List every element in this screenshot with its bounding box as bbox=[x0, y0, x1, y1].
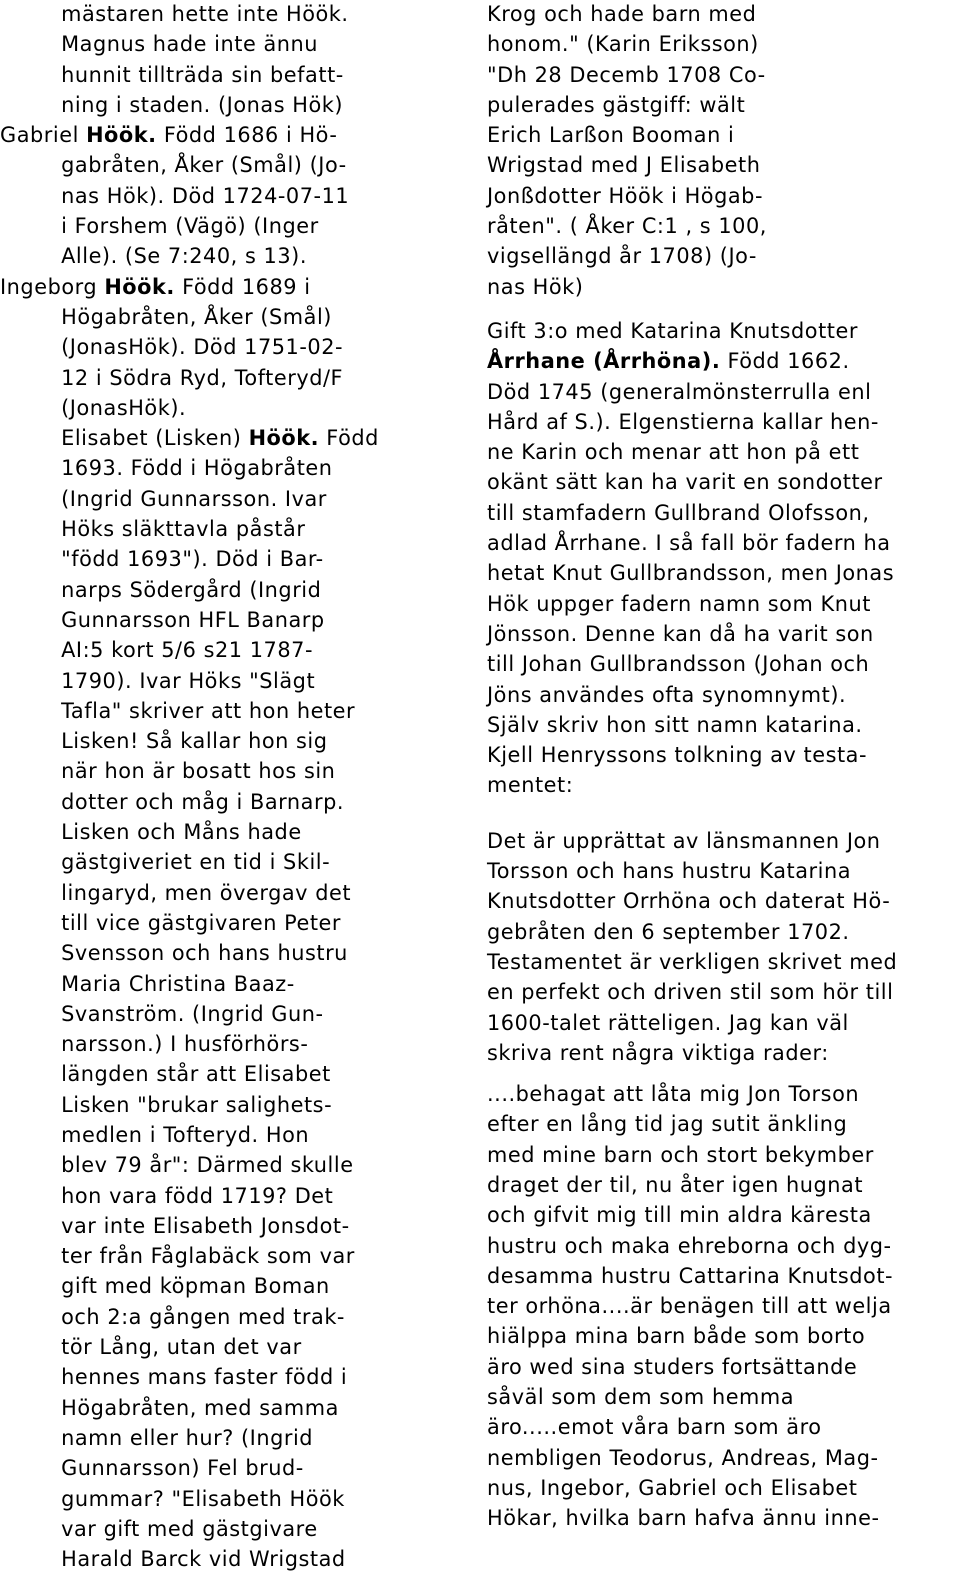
text-line: nembligen Teodorus, Andreas, Mag- bbox=[487, 1445, 879, 1471]
text-line: Lisken! Så kallar hon sig bbox=[61, 729, 328, 755]
text-line: blev 79 år": Därmed skulle bbox=[61, 1153, 354, 1179]
text-line: en perfekt och driven stil som hör till bbox=[487, 980, 894, 1006]
text-line: Knutsdotter Orrhöna och daterat Hö- bbox=[487, 889, 891, 915]
text-line: honom." (Karin Eriksson) bbox=[487, 32, 759, 58]
paragraph-gap bbox=[487, 303, 960, 317]
bold-name: Höök. bbox=[104, 274, 175, 300]
text-line: Tafla" skriver att hon heter bbox=[61, 698, 356, 724]
text-line: narsson.) I husförhörs- bbox=[61, 1032, 309, 1058]
text-line: Lisken och Måns hade bbox=[61, 820, 302, 846]
text-line: var gift med gästgivare bbox=[61, 1516, 318, 1542]
text-line: hon vara född 1719? Det bbox=[61, 1183, 334, 1209]
text-line: gebråten den 6 september 1702. bbox=[487, 919, 850, 945]
text-line: gift med köpman Boman bbox=[61, 1274, 330, 1300]
text-line: Gunnarsson HFL Banarp bbox=[61, 607, 325, 633]
text-line: lingaryd, men övergav det bbox=[61, 880, 352, 906]
text-line: ne Karin och menar att hon på ett bbox=[487, 440, 860, 466]
text-line: namn eller hur? (Ingrid bbox=[61, 1425, 314, 1451]
text-line: Erich Larßon Booman i bbox=[487, 123, 735, 149]
text-line: mästaren hette inte Höök. bbox=[61, 2, 349, 27]
text-line: vigsellängd år 1708) (Jo- bbox=[487, 244, 757, 270]
text-line: till vice gästgivaren Peter bbox=[61, 910, 342, 936]
text-line: Hård af S.). Elgenstierna kallar hen- bbox=[487, 409, 879, 435]
text-line: "född 1693"). Död i Bar- bbox=[61, 547, 324, 573]
quote-top-block bbox=[487, 0, 960, 303]
text-line: var inte Elisabeth Jonsdot- bbox=[61, 1213, 350, 1239]
text-line: gabråten, Åker (Smål) (Jo- bbox=[61, 153, 347, 179]
text-line: nus, Ingebor, Gabriel och Elisabet bbox=[487, 1475, 858, 1501]
text-line: (JonasHök). bbox=[61, 395, 187, 421]
bold-name: Årrhane (Årrhöna). bbox=[487, 349, 721, 375]
text-line: Jöns användes ofta synomnymt). bbox=[487, 682, 847, 708]
text-line: Testamentet är verkligen skrivet med bbox=[487, 949, 898, 975]
text-line: Hök uppger fadern namn som Knut bbox=[487, 591, 871, 617]
text-line: och gifvit mig till min aldra kärеsta bbox=[487, 1203, 872, 1229]
text-line: desamma hustru Cattarina Knutsdot- bbox=[487, 1263, 894, 1289]
text-line: och 2:a gången med trak- bbox=[61, 1304, 346, 1330]
text-line: såväl som dem som hemma bbox=[487, 1385, 795, 1411]
text-line: 12 i Södra Ryd, Tofteryd/F bbox=[61, 365, 344, 391]
text-line: Död 1745 (generalmönsterrulla enl bbox=[487, 379, 872, 405]
text-line: Höks släkttavla påstår bbox=[61, 517, 306, 543]
text-line: hennes mans faster född i bbox=[61, 1365, 348, 1391]
left-column bbox=[0, 0, 470, 1575]
text-line: pulerades gästgiff: wält bbox=[487, 92, 746, 118]
text-line: Gunnarsson) Fel brud- bbox=[61, 1456, 304, 1482]
text-line: Gift 3:o med Katarina Knutsdotter bbox=[487, 318, 858, 344]
paragraph-gap bbox=[487, 1069, 960, 1080]
text-line: Torsson och hans hustru Katarina bbox=[487, 859, 852, 885]
right-column bbox=[487, 0, 960, 1535]
text-line: Svanström. (Ingrid Gun- bbox=[61, 1001, 324, 1027]
text-line: draget der til, nu åter igen hugnat bbox=[487, 1172, 864, 1198]
text-line: tör Lång, utan det var bbox=[61, 1335, 302, 1361]
text-line: AI:5 kort 5/6 s21 1787- bbox=[61, 638, 314, 664]
text-line: gästgiveriet en tid i Skil- bbox=[61, 850, 331, 876]
text-line: 1600-talet rätteligen. Jag kan väl bbox=[487, 1010, 849, 1036]
text-line: Jönsson. Denne kan då ha varit son bbox=[487, 621, 874, 647]
bold-name: Höök. bbox=[86, 123, 157, 149]
text-line: efter en lång tid jag sutit änkling bbox=[487, 1112, 848, 1138]
text-line: hunnit tillträda sin befatt- bbox=[61, 62, 344, 88]
text-line: Elisabet (Lisken) Höök. Född bbox=[61, 426, 379, 452]
text-line: Själv skriv hon sitt namn katarina. bbox=[487, 712, 863, 738]
text-line: Magnus hade inte ännu bbox=[61, 32, 319, 58]
text-line: skriva rent några viktiga rader: bbox=[487, 1040, 829, 1066]
text-line: Högabråten, med samma bbox=[61, 1395, 339, 1421]
text-line: ter orhöna....är benägen till att welja bbox=[487, 1294, 892, 1320]
text-line: dotter och måg i Barnarp. bbox=[61, 789, 345, 815]
paragraph-gap bbox=[487, 802, 960, 827]
text-line: när hon är bosatt hos sin bbox=[61, 759, 336, 785]
text-line: narps Södergård (Ingrid bbox=[61, 577, 322, 603]
text-line: i Forshem (Vägö) (Inger bbox=[61, 214, 319, 240]
text-line: adlad Årrhane. I så fall bör fadern ha bbox=[487, 531, 891, 557]
text-line: Kjell Henryssons tolkning av testa- bbox=[487, 743, 868, 769]
text-line: Jonßdotter Höök i Högab- bbox=[487, 183, 764, 209]
text-line: medlen i Tofteryd. Hon bbox=[61, 1122, 310, 1148]
text-line: till stamfadern Gullbrand Olofsson, bbox=[487, 500, 870, 526]
text-line: längden står att Elisabet bbox=[61, 1062, 331, 1088]
testament-quote-block bbox=[487, 1080, 960, 1534]
text-line: Gabriel Höök. Född 1686 i Hö- bbox=[0, 123, 338, 149]
text-line: hetat Knut Gullbrandsson, men Jonas bbox=[487, 561, 895, 587]
text-line: Svensson och hans hustru bbox=[61, 941, 348, 967]
text-line: gummar? "Elisabeth Höök bbox=[61, 1486, 345, 1512]
text-line: nas Hök). Död 1724-07-11 bbox=[61, 183, 350, 209]
text-line: hiälppa mina barn både som borto bbox=[487, 1324, 866, 1350]
third-marriage-block bbox=[487, 317, 960, 802]
text-line: nas Hök) bbox=[487, 274, 584, 300]
text-line: Lisken "brukar salighets- bbox=[61, 1092, 333, 1118]
text-line: Wrigstad med J Elisabeth bbox=[487, 153, 761, 179]
testament-intro-block bbox=[487, 827, 960, 1069]
text-line: till Johan Gullbrandsson (Johan och bbox=[487, 652, 870, 678]
text-line: hustru och maka ehreborna och dyg- bbox=[487, 1233, 892, 1259]
text-line: Högabråten, Åker (Smål) bbox=[61, 304, 332, 330]
bold-name: Höök. bbox=[248, 426, 320, 452]
text-line: ....behagat att låta mig Jon Torson bbox=[487, 1082, 860, 1108]
text-line: Ingeborg Höök. Född 1689 i bbox=[0, 274, 311, 300]
text-line: ning i staden. (Jonas Hök) bbox=[61, 92, 344, 118]
text-line: mentet: bbox=[487, 773, 574, 799]
text-line: råten". ( Åker C:1 , s 100, bbox=[487, 214, 767, 240]
text-line: Krog och hade barn med bbox=[487, 2, 757, 27]
text-line: Alle). (Se 7:240, s 13). bbox=[61, 244, 307, 270]
text-line: Hökar, hvilka barn hafva ännu inne- bbox=[487, 1506, 880, 1532]
text-line: ter från Fåglabäck som var bbox=[61, 1244, 355, 1270]
text-line: 1790). Ivar Höks "Slägt bbox=[61, 668, 316, 694]
text-line: Harald Barck vid Wrigstad bbox=[61, 1547, 346, 1573]
text-line: okänt sätt kan ha varit en sondotter bbox=[487, 470, 883, 496]
text-line: Årrhane (Årrhöna). Född 1662. bbox=[487, 349, 850, 375]
text-line: 1693. Född i Högabråten bbox=[61, 456, 333, 482]
text-line: Maria Christina Baaz- bbox=[61, 971, 295, 997]
text-line: äro.....emot våra barn som äro bbox=[487, 1415, 822, 1441]
text-line: (JonasHök). Död 1751-02- bbox=[61, 335, 344, 361]
text-line: (Ingrid Gunnarsson. Ivar bbox=[61, 486, 327, 512]
text-line: Det är upprättat av länsmannen Jon bbox=[487, 828, 881, 854]
text-line: äro wed sina studers fortsättande bbox=[487, 1354, 858, 1380]
text-line: "Dh 28 Decemb 1708 Co- bbox=[487, 62, 766, 88]
text-line: med mine barn och stort bekymber bbox=[487, 1142, 874, 1168]
